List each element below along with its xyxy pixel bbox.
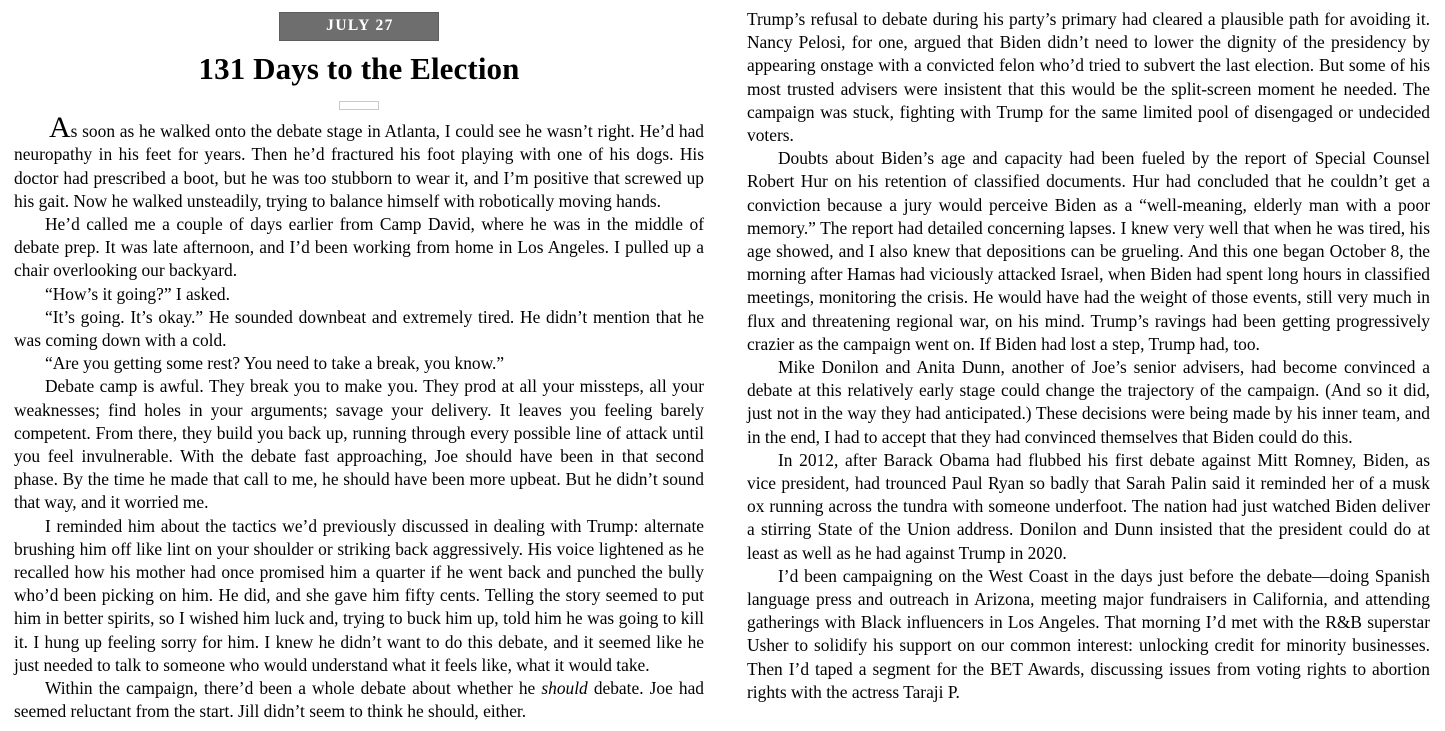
left-column-body <box>14 111 704 723</box>
emphasized-word: should <box>541 677 588 698</box>
paragraph-text: Doubts about Biden’s age and capacity had been fueled by the report of Special Counsel Robert Hur on his retention of classified documents. Hur had concluded that he couldn’t get a conviction because a jury would perceive Biden as a “well-meaning, elderly man with a poor memory.” The report had detailed concerning lapses. I knew very well that when he was tired, his age showed, and I also knew that depositions can be grueling. And this one began October 8, the morning after Hamas had viciously attacked Israel, when Biden had spent long hours in classified meetings, monitoring the crisis. He would have had the weight of those events, still very much in flux and threatening regional war, on his mind. Trump’s ravings had been getting progressively crazier as the campaign went on. If Biden had lost a step, Trump had, too. <box>747 148 1430 354</box>
paragraph-text: “How’s it going?” I asked. <box>45 283 230 304</box>
title-divider-rule <box>339 101 379 110</box>
paragraph-with-emphasis <box>14 677 704 723</box>
left-column <box>0 0 722 723</box>
paragraph-text: I reminded him about the tactics we’d previously discussed in dealing with Trump: alternate brushing him off like lint on your shoulder or striking back aggressively. His voice lightened as he recalled how his mother had once promised him a quarter if he went back and punched the bully who’d been picking on him. He did, and she gave him fifty cents. Telling the story seemed to put him in better spirits, so I wished him luck and, trying to buck him up, told him he was going to kill it. I hung up feeling sorry for him. I knew he didn’t want to do this debate, and it seemed like he just needed to talk to someone who would understand what it feels like, what it would take. <box>14 515 704 675</box>
drop-cap-letter: A <box>49 111 71 145</box>
paragraph-opening <box>14 111 704 213</box>
paragraph-text: Mike Donilon and Anita Dunn, another of Joe’s senior advisers, had become convinced a debate at this relatively early stage could change the trajectory of the campaign. (And so it did, just not in the way they had anticipated.) These decisions were being made by his inner team, and in the end, I had to accept that they had convinced themselves that Biden could do this. <box>747 357 1430 447</box>
paragraph <box>747 449 1430 565</box>
paragraph-text: Trump’s refusal to debate during his party’s primary had cleared a plausible path for avoiding it. Nancy Pelosi, for one, argued that Biden didn’t need to lower the dignity of the presidency by appearing onstage with a convicted felon who’d tried to subvert the last election. But some of his most trusted advisers were insistent that this would be the split-screen moment he needed. The campaign was stuck, fighting with Trump for the same limited pool of disengaged or undecided voters. <box>747 9 1430 146</box>
paragraph-text-before-emphasis: Within the campaign, there’d been a whole debate about whether he <box>45 677 542 698</box>
paragraph <box>747 147 1430 356</box>
paragraph-text: Debate camp is awful. They break you to make you. They prod at all your missteps, all your weaknesses; find holes in your arguments; savage your delivery. It leaves you feeling barely competent. From there, they build you back up, running through every possible line of attack until you feel invulnerable. With the debate fast approaching, Joe should have been in that second phase. By the time he made that call to me, he should have been more upbeat. But he didn’t sound that way, and it worried me. <box>14 376 704 513</box>
paragraph-text: In 2012, after Barack Obama had flubbed his first debate against Mitt Romney, Biden, as vice president, had trounced Paul Ryan so badly that Sarah Palin said it reminded her of a musk ox running across the tundra with someone underfoot. The nation had just watched Biden deliver a stirring State of the Union address. Donilon and Dunn insisted that the president could do at least as well as he had against Trump in 2020. <box>747 449 1430 563</box>
paragraph <box>14 515 704 677</box>
paragraph <box>747 565 1430 704</box>
paragraph-text: I’d been campaigning on the West Coast in the days just before the debate—doing Spanish language press and outreach in Arizona, meeting major fundraisers in California, and attending gatherings with Black influencers in Los Angeles. That morning I’d met with the R&B superstar Usher to solidify his support on our common interest: unlocking credit for minority businesses. Then I’d taped a segment for the BET Awards, discussing issues from voting rights to abortion rights with the actress Taraji P. <box>747 565 1430 702</box>
paragraph <box>14 213 704 283</box>
paragraph-text: s soon as he walked onto the debate stage in Atlanta, I could see he wasn’t right. He’d had neuropathy in his feet for years. Then he’d fractured his foot playing with one of his dogs. His doctor had prescribed a boot, but he was too stubborn to wear it, and I’m positive that screwed up his gait. Now he walked unsteadily, trying to balance himself with robotically moving hands. <box>14 121 704 211</box>
paragraph-text: “It’s going. It’s okay.” He sounded downbeat and extremely tired. He didn’t mention that he was coming down with a cold. <box>14 306 704 350</box>
paragraph-dialogue <box>14 352 704 375</box>
paragraph <box>747 356 1430 449</box>
paragraph-continued <box>747 8 1430 147</box>
chapter-header <box>14 8 704 110</box>
paragraph <box>14 375 704 514</box>
paragraph-dialogue <box>14 306 704 352</box>
right-column-body <box>747 8 1430 704</box>
paragraph-text: He’d called me a couple of days earlier from Camp David, where he was in the middle of debate prep. It was late afternoon, and I’d been working from home in Los Angeles. I pulled up a chair overlooking our backyard. <box>14 213 704 281</box>
right-column <box>722 0 1445 704</box>
paragraph-text: “Are you getting some rest? You need to take a break, you know.” <box>45 353 505 374</box>
date-badge: JULY 27 <box>279 12 439 41</box>
paragraph-text-after-emphasis: debate. Joe had seemed reluctant from the start. Jill didn’t seem to think he should, either. <box>14 677 704 722</box>
paragraph-dialogue <box>14 283 704 306</box>
page-title: 131 Days to the Election <box>198 50 520 86</box>
